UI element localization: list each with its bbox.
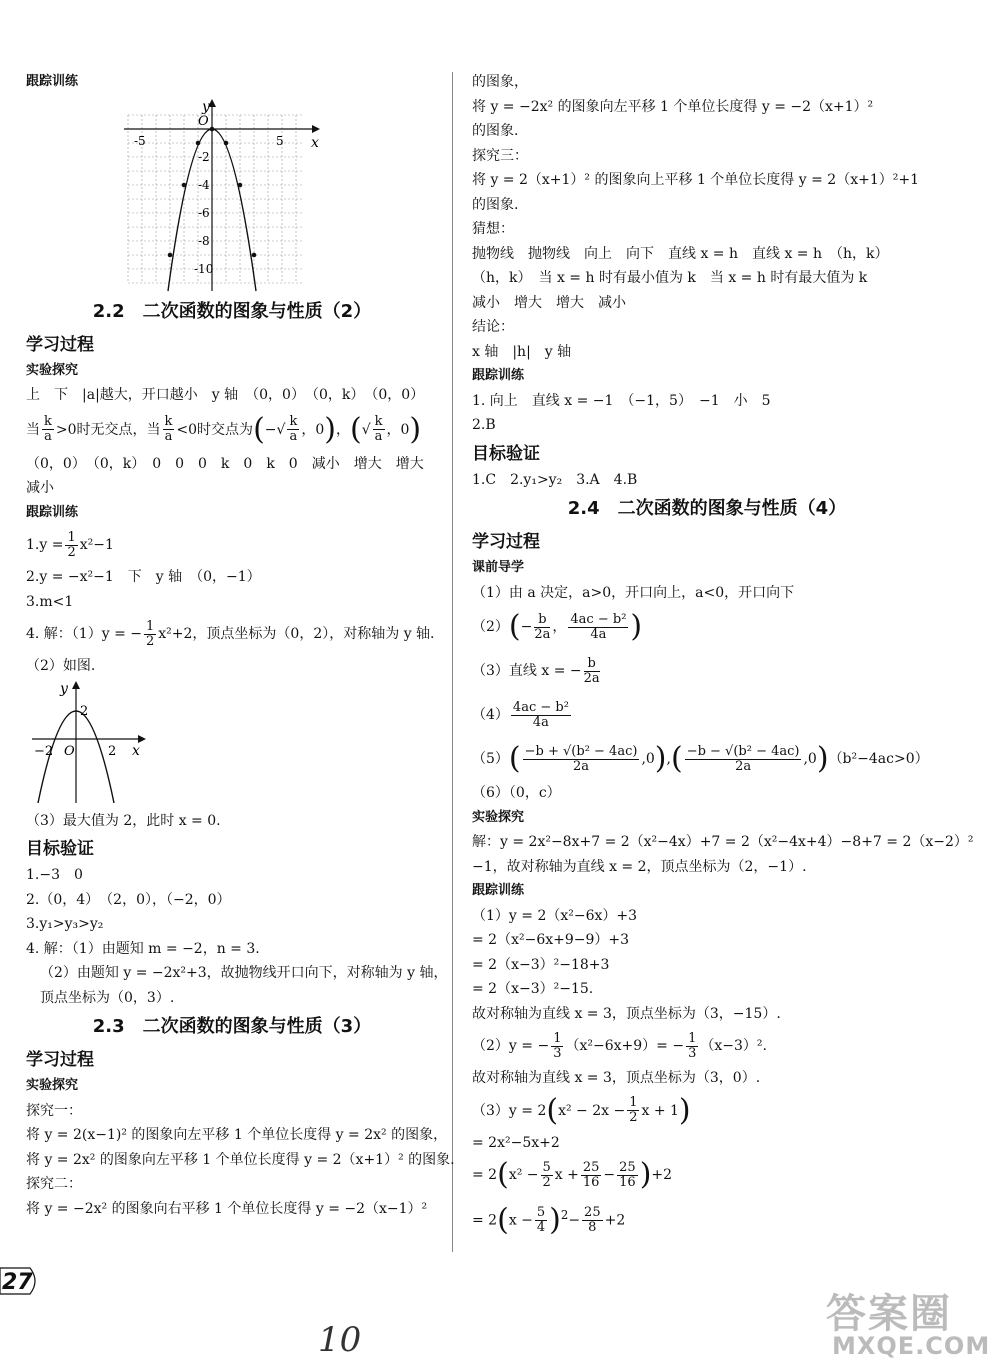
section-2-2-title: 2.2 二次函数的图象与性质（2） bbox=[92, 300, 372, 322]
track-item-3: 3.m<1 bbox=[26, 593, 74, 610]
s-1: （1）y = 2（x²−6x）+3 bbox=[472, 907, 638, 924]
graph1-xneg: -5 bbox=[134, 133, 146, 148]
r-line-4: 探究三： bbox=[472, 147, 528, 164]
explore-1: 探究一： bbox=[26, 1102, 82, 1119]
parabola-graph-1 bbox=[106, 95, 406, 295]
s-10: = 2(x² − $\frac{5}{2}$ x + $\frac{25}{16}$ − $\frac{25}{16}$ )+2 bbox=[472, 1157, 673, 1192]
page-number: 27 bbox=[0, 1266, 40, 1296]
section-2-3-title: 2.3 二次函数的图象与性质（3） bbox=[92, 1016, 372, 1037]
p-2: （2）(− $\frac{b}{2a}$ ， $\frac{\text{4ac − b²}}{4a}$ ) bbox=[472, 609, 643, 644]
q-2: −1，故对称轴为直线 x = 2，顶点坐标为（2，−1）. bbox=[472, 858, 807, 875]
p-4: （4） $\frac{\text{4ac − b²}}{4a}$ bbox=[472, 699, 569, 730]
explore-1a: 将 y = 2(x−1)² 的图象向左平移 1 个单位长度得 y = 2x² 的图象， bbox=[26, 1127, 448, 1143]
graph1-yt-10: -10 bbox=[194, 261, 214, 276]
goal-heading: 目标验证 bbox=[26, 839, 94, 859]
handwritten-note: 10 bbox=[318, 1320, 362, 1360]
r-goal-heading: 目标验证 bbox=[472, 443, 540, 464]
experiment-label: 实验探究 bbox=[26, 362, 79, 378]
track-item-4: 4. 解：（1）y = − $\frac{1}{2}$ x²+2，顶点坐标为（0，2），对称轴为 y 轴. bbox=[26, 618, 435, 649]
s-4: = 2（x−3）²−15. bbox=[472, 981, 594, 997]
r-line-6: 的图象. bbox=[472, 196, 519, 213]
graph1-origin: O bbox=[198, 113, 209, 129]
r-track-label: 跟踪训练 bbox=[472, 368, 525, 383]
track-item-4c: （3）最大值为 2，此时 x = 0. bbox=[26, 812, 221, 829]
s-2: = 2（x²−6x+9−9）+3 bbox=[472, 932, 630, 948]
graph2-top: 2 bbox=[80, 703, 89, 719]
graph1-yt-4: -4 bbox=[198, 177, 210, 192]
goal-4b: （2）由题知 y = −2x²+3，故抛物线开口向下，对称轴为 y 轴， bbox=[40, 965, 448, 981]
s-3: = 2（x−3）²−18+3 bbox=[472, 956, 610, 973]
graph1-yt-6: -6 bbox=[198, 205, 210, 220]
r-line-14: 2.B bbox=[472, 417, 496, 433]
s-11: = 2(x − $\frac{5}{4}$ )$^2$− $\frac{25}{8}$ +2 bbox=[472, 1202, 626, 1238]
r-line-1: 的图象， bbox=[472, 74, 528, 90]
s-9: = 2x²−5x+2 bbox=[472, 1134, 560, 1151]
goal-2: 2.（0，4） （2，0），（−2，0） bbox=[26, 891, 231, 908]
column-divider bbox=[452, 72, 453, 1252]
exp-line-2: 当 $\frac{k}{a}$ >0时无交点，当 $\frac{k}{a}$ <0时交点为(−√ $\frac{k}{a}$ ，0)，(√ $\frac{k}{a}$ ，0) bbox=[26, 411, 422, 447]
graph2-x-label: x bbox=[132, 742, 140, 759]
p-3: （3）直线 x = − $\frac{b}{2a}$ bbox=[472, 655, 600, 686]
r-line-12: x 轴 |h| y 轴 bbox=[472, 343, 572, 360]
r-line-8: 抛物线 抛物线 向上 向下 直线 x = h 直线 x = h （h，k） bbox=[472, 245, 889, 262]
r-line-3: 的图象. bbox=[472, 123, 519, 139]
r-line-7: 猜想： bbox=[472, 221, 514, 237]
s-7: 故对称轴为直线 x = 3，顶点坐标为（3，0）. bbox=[472, 1070, 761, 1086]
p-5: （5）( $\frac{\text{−b + √(b² − 4ac)}}{2a}$ ,0),( $\frac{\text{−b − √(b² − 4ac)}}{2a}$ ,0)（b²−4ac>0） bbox=[472, 741, 929, 776]
experiment2-label: 实验探究 bbox=[26, 1078, 79, 1093]
goal-4c: 顶点坐标为（0，3）. bbox=[40, 989, 175, 1006]
exp-line-1: 上 下 |a|越大，开口越小 y 轴 （0，0） （0，k） （0，0） bbox=[26, 387, 425, 403]
explore-1b: 将 y = 2x² 的图象向左平移 1 个单位长度得 y = 2（x+1）² 的图象. bbox=[26, 1151, 455, 1168]
track-item-2: 2.y = −x²−1 下 y 轴 （0，−1） bbox=[26, 569, 261, 585]
goal-1: 1.−3 0 bbox=[26, 867, 83, 883]
exp-line-4: 减小 bbox=[26, 480, 54, 496]
track2-label: 跟踪训练 bbox=[26, 504, 79, 520]
q-1: 解：y = 2x²−8x+7 = 2（x²−4x）+7 = 2（x²−4x+4）−8+7 = 2（x−2）² bbox=[472, 834, 974, 850]
graph2-origin: O bbox=[64, 743, 75, 759]
left-column bbox=[26, 70, 455, 1221]
r-experiment-label: 实验探究 bbox=[472, 809, 525, 825]
watermark-logo: 答案圈 MXQE.COM bbox=[826, 1291, 991, 1360]
track-item-1: 1.y = $\frac{1}{2}$ x²−1 bbox=[26, 529, 114, 560]
goal-3: 3.y₁>y₃>y₂ bbox=[26, 916, 104, 932]
r-line-13: 1. 向上 直线 x = −1 （−1，5） −1 小 5 bbox=[472, 392, 771, 409]
track-label: 跟踪训练 bbox=[26, 74, 79, 89]
explore-2: 探究二： bbox=[26, 1176, 82, 1192]
s-5: 故对称轴为直线 x = 3，顶点坐标为（3，−15）. bbox=[472, 1005, 781, 1022]
section-2-4-title: 2.4 二次函数的图象与性质（4） bbox=[567, 498, 847, 519]
r-line-5: 将 y = 2（x+1）² 的图象向上平移 1 个单位长度得 y = 2（x+1）²+1 bbox=[472, 172, 919, 188]
track-item-4b: （2）如图. bbox=[26, 658, 96, 674]
graph2-y-label: y bbox=[60, 680, 68, 697]
r-track2-label: 跟踪训练 bbox=[472, 883, 525, 898]
pre-study-label: 课前导学 bbox=[472, 560, 525, 575]
graph1-yt-2: -2 bbox=[198, 149, 210, 164]
graph2-neg2: −2 bbox=[34, 743, 54, 759]
r-line-11: 结论： bbox=[472, 319, 514, 335]
r-line-10: 减小 增大 增大 减小 bbox=[472, 294, 626, 311]
parabola-graph-2 bbox=[28, 679, 168, 809]
graph1-y-label: y bbox=[202, 98, 210, 115]
s-8: （3）y = 2(x² − 2x − $\frac{1}{2}$ x + 1) bbox=[472, 1092, 691, 1128]
learn-process-heading: 学习过程 bbox=[26, 334, 94, 355]
r-line-2: 将 y = −2x² 的图象向左平移 1 个单位长度得 y = −2（x+1）² bbox=[472, 98, 874, 115]
right-column bbox=[472, 70, 974, 1238]
graph1-yt-8: -8 bbox=[198, 233, 210, 248]
graph1-xpos: 5 bbox=[276, 133, 284, 148]
r-line-9: （h，k） 当 x = h 时有最小值为 k 当 x = h 时有最大值为 k bbox=[472, 270, 868, 286]
learn-process-heading-2: 学习过程 bbox=[26, 1050, 94, 1070]
s-6: （2）y = − $\frac{1}{3}$ （x²−6x+9）= − $\frac{1}{3}$ （x−3）². bbox=[472, 1030, 767, 1061]
r-learn-process-heading: 学习过程 bbox=[472, 532, 540, 552]
p-1: （1）由 a 决定，a>0，开口向上，a<0，开口向下 bbox=[472, 584, 795, 601]
graph2-pos2: 2 bbox=[108, 743, 117, 759]
exp-line-3: （0，0） （0，k） 0 0 0 k 0 k 0 减小 增大 增大 bbox=[26, 455, 424, 472]
explore-2a: 将 y = −2x² 的图象向右平移 1 个单位长度得 y = −2（x−1）² bbox=[26, 1200, 428, 1217]
goal-4a: 4. 解：（1）由题知 m = −2，n = 3. bbox=[26, 940, 260, 957]
p-6: （6）（0，c） bbox=[472, 785, 561, 801]
graph1-x-label: x bbox=[311, 134, 319, 151]
r-line-15: 1.C 2.y₁>y₂ 3.A 4.B bbox=[472, 471, 638, 488]
